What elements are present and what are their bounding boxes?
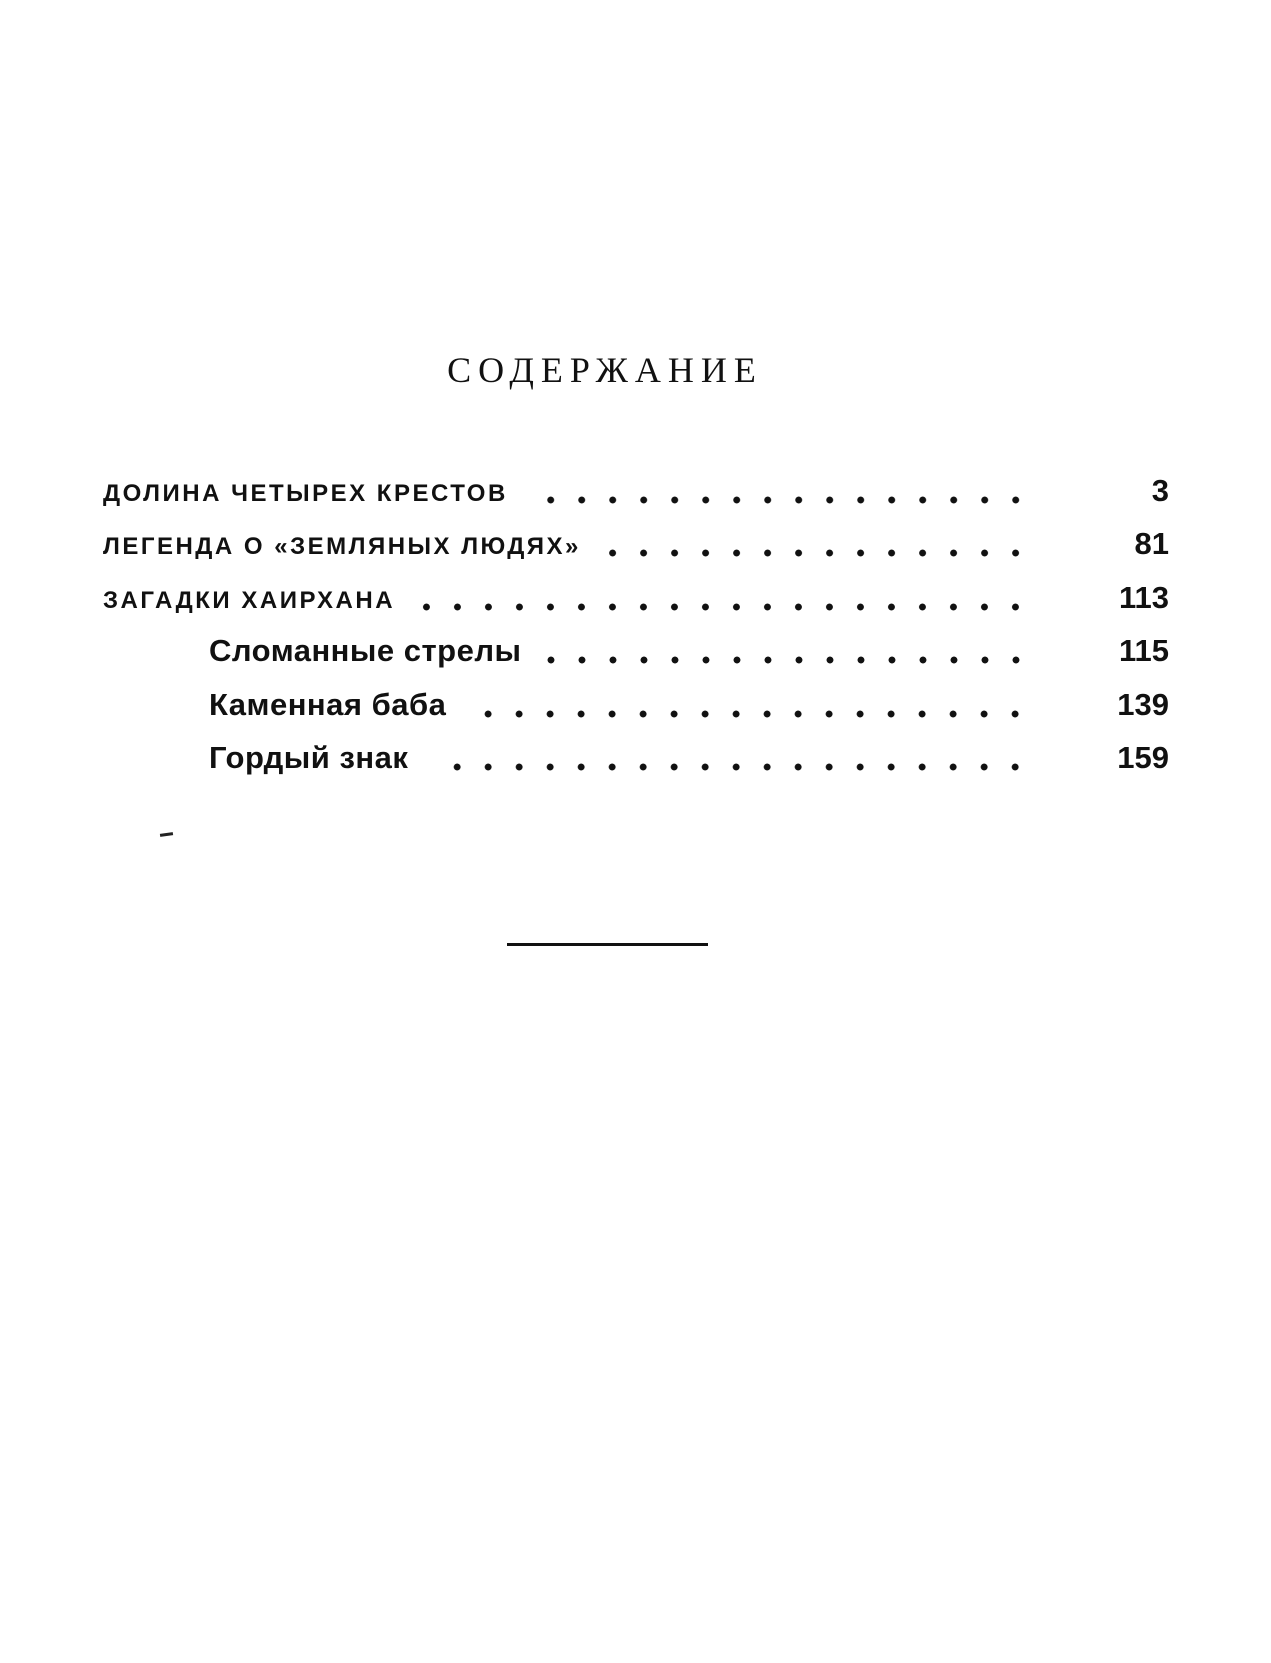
toc-entry-title: ЗАГАДКИ ХАИРХАНА xyxy=(103,586,396,614)
dot-leader xyxy=(430,763,1031,771)
dot-leader xyxy=(603,549,1031,557)
end-divider xyxy=(507,943,708,946)
dot-leader xyxy=(544,656,1031,664)
toc-subentry-title: Сломанные стрелы xyxy=(209,633,522,668)
table-of-contents xyxy=(103,460,1169,781)
toc-subentry xyxy=(103,728,1169,782)
dot-leader xyxy=(530,496,1031,504)
page-title: СОДЕРЖАНИЕ xyxy=(447,350,763,390)
dot-leader xyxy=(417,603,1031,611)
dot-leader xyxy=(468,710,1031,718)
toc-entry-page: 113 xyxy=(1118,579,1169,615)
toc-entry xyxy=(103,460,1169,514)
toc-subentry-title: Каменная баба xyxy=(209,686,447,722)
toc-subentry-page: 115 xyxy=(1118,633,1169,668)
toc-entry-title: ЛЕГЕНДА О «ЗЕМЛЯНЫХ ЛЮДЯХ» xyxy=(103,533,581,560)
toc-subentry-page: 159 xyxy=(1117,740,1169,775)
toc-subentry-title: Гордый знак xyxy=(209,740,409,775)
toc-entry-page: 3 xyxy=(1151,472,1169,508)
toc-subentry-page: 139 xyxy=(1117,686,1169,722)
toc-entry xyxy=(103,514,1169,568)
toc-entry xyxy=(103,567,1169,621)
toc-entry-title: ДОЛИНА ЧЕТЫРЕХ КРЕСТОВ xyxy=(103,479,508,507)
toc-entry-page: 81 xyxy=(1134,526,1169,561)
print-speck xyxy=(160,832,173,837)
toc-subentry xyxy=(103,621,1169,675)
toc-subentry xyxy=(103,674,1169,728)
